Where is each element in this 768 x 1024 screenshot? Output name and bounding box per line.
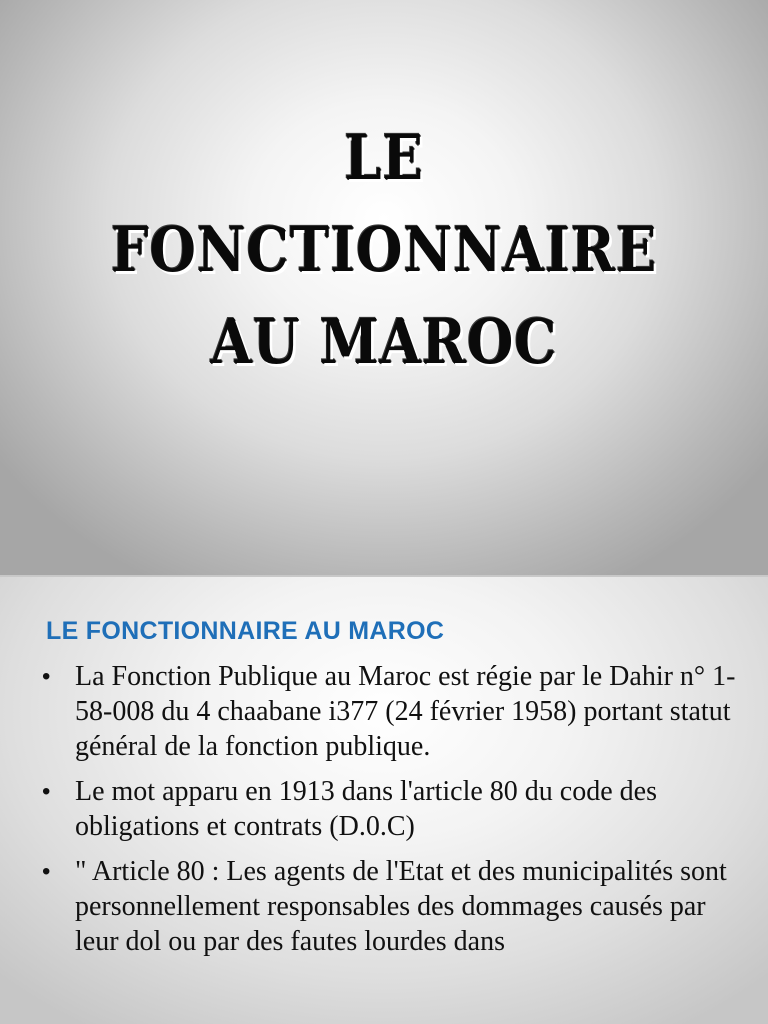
title-line-2: FONCTIONNAIRE xyxy=(110,213,658,286)
bullet-item xyxy=(40,854,740,959)
bullet-marker: • xyxy=(42,663,51,690)
title-line-1: LE xyxy=(344,121,424,194)
bullet-marker: • xyxy=(42,778,51,805)
bullet-list xyxy=(40,659,740,969)
bullet-text: Le mot apparu en 1913 dans l'article 80 du code des obligations et contrats (D.0.C) xyxy=(75,776,657,842)
bullet-item xyxy=(40,659,740,764)
bullet-marker: • xyxy=(42,858,51,885)
bullet-text: " Article 80 : Les agents de l'Etat et des municipalités sont personnellement responsables des dommages causés par leur dol ou par des fautes lourdes dans xyxy=(75,856,727,957)
slide-heading: LE FONCTIONNAIRE AU MAROC xyxy=(46,617,445,645)
content-slide xyxy=(0,577,768,1024)
title-line-3: AU MAROC xyxy=(210,305,558,378)
slide-title xyxy=(0,112,768,388)
bullet-item xyxy=(40,774,740,844)
bullet-text: La Fonction Publique au Maroc est régie par le Dahir n° 1-58-008 du 4 chaabane i377 (24 février 1958) portant statut général de la fonction publique. xyxy=(75,661,736,762)
